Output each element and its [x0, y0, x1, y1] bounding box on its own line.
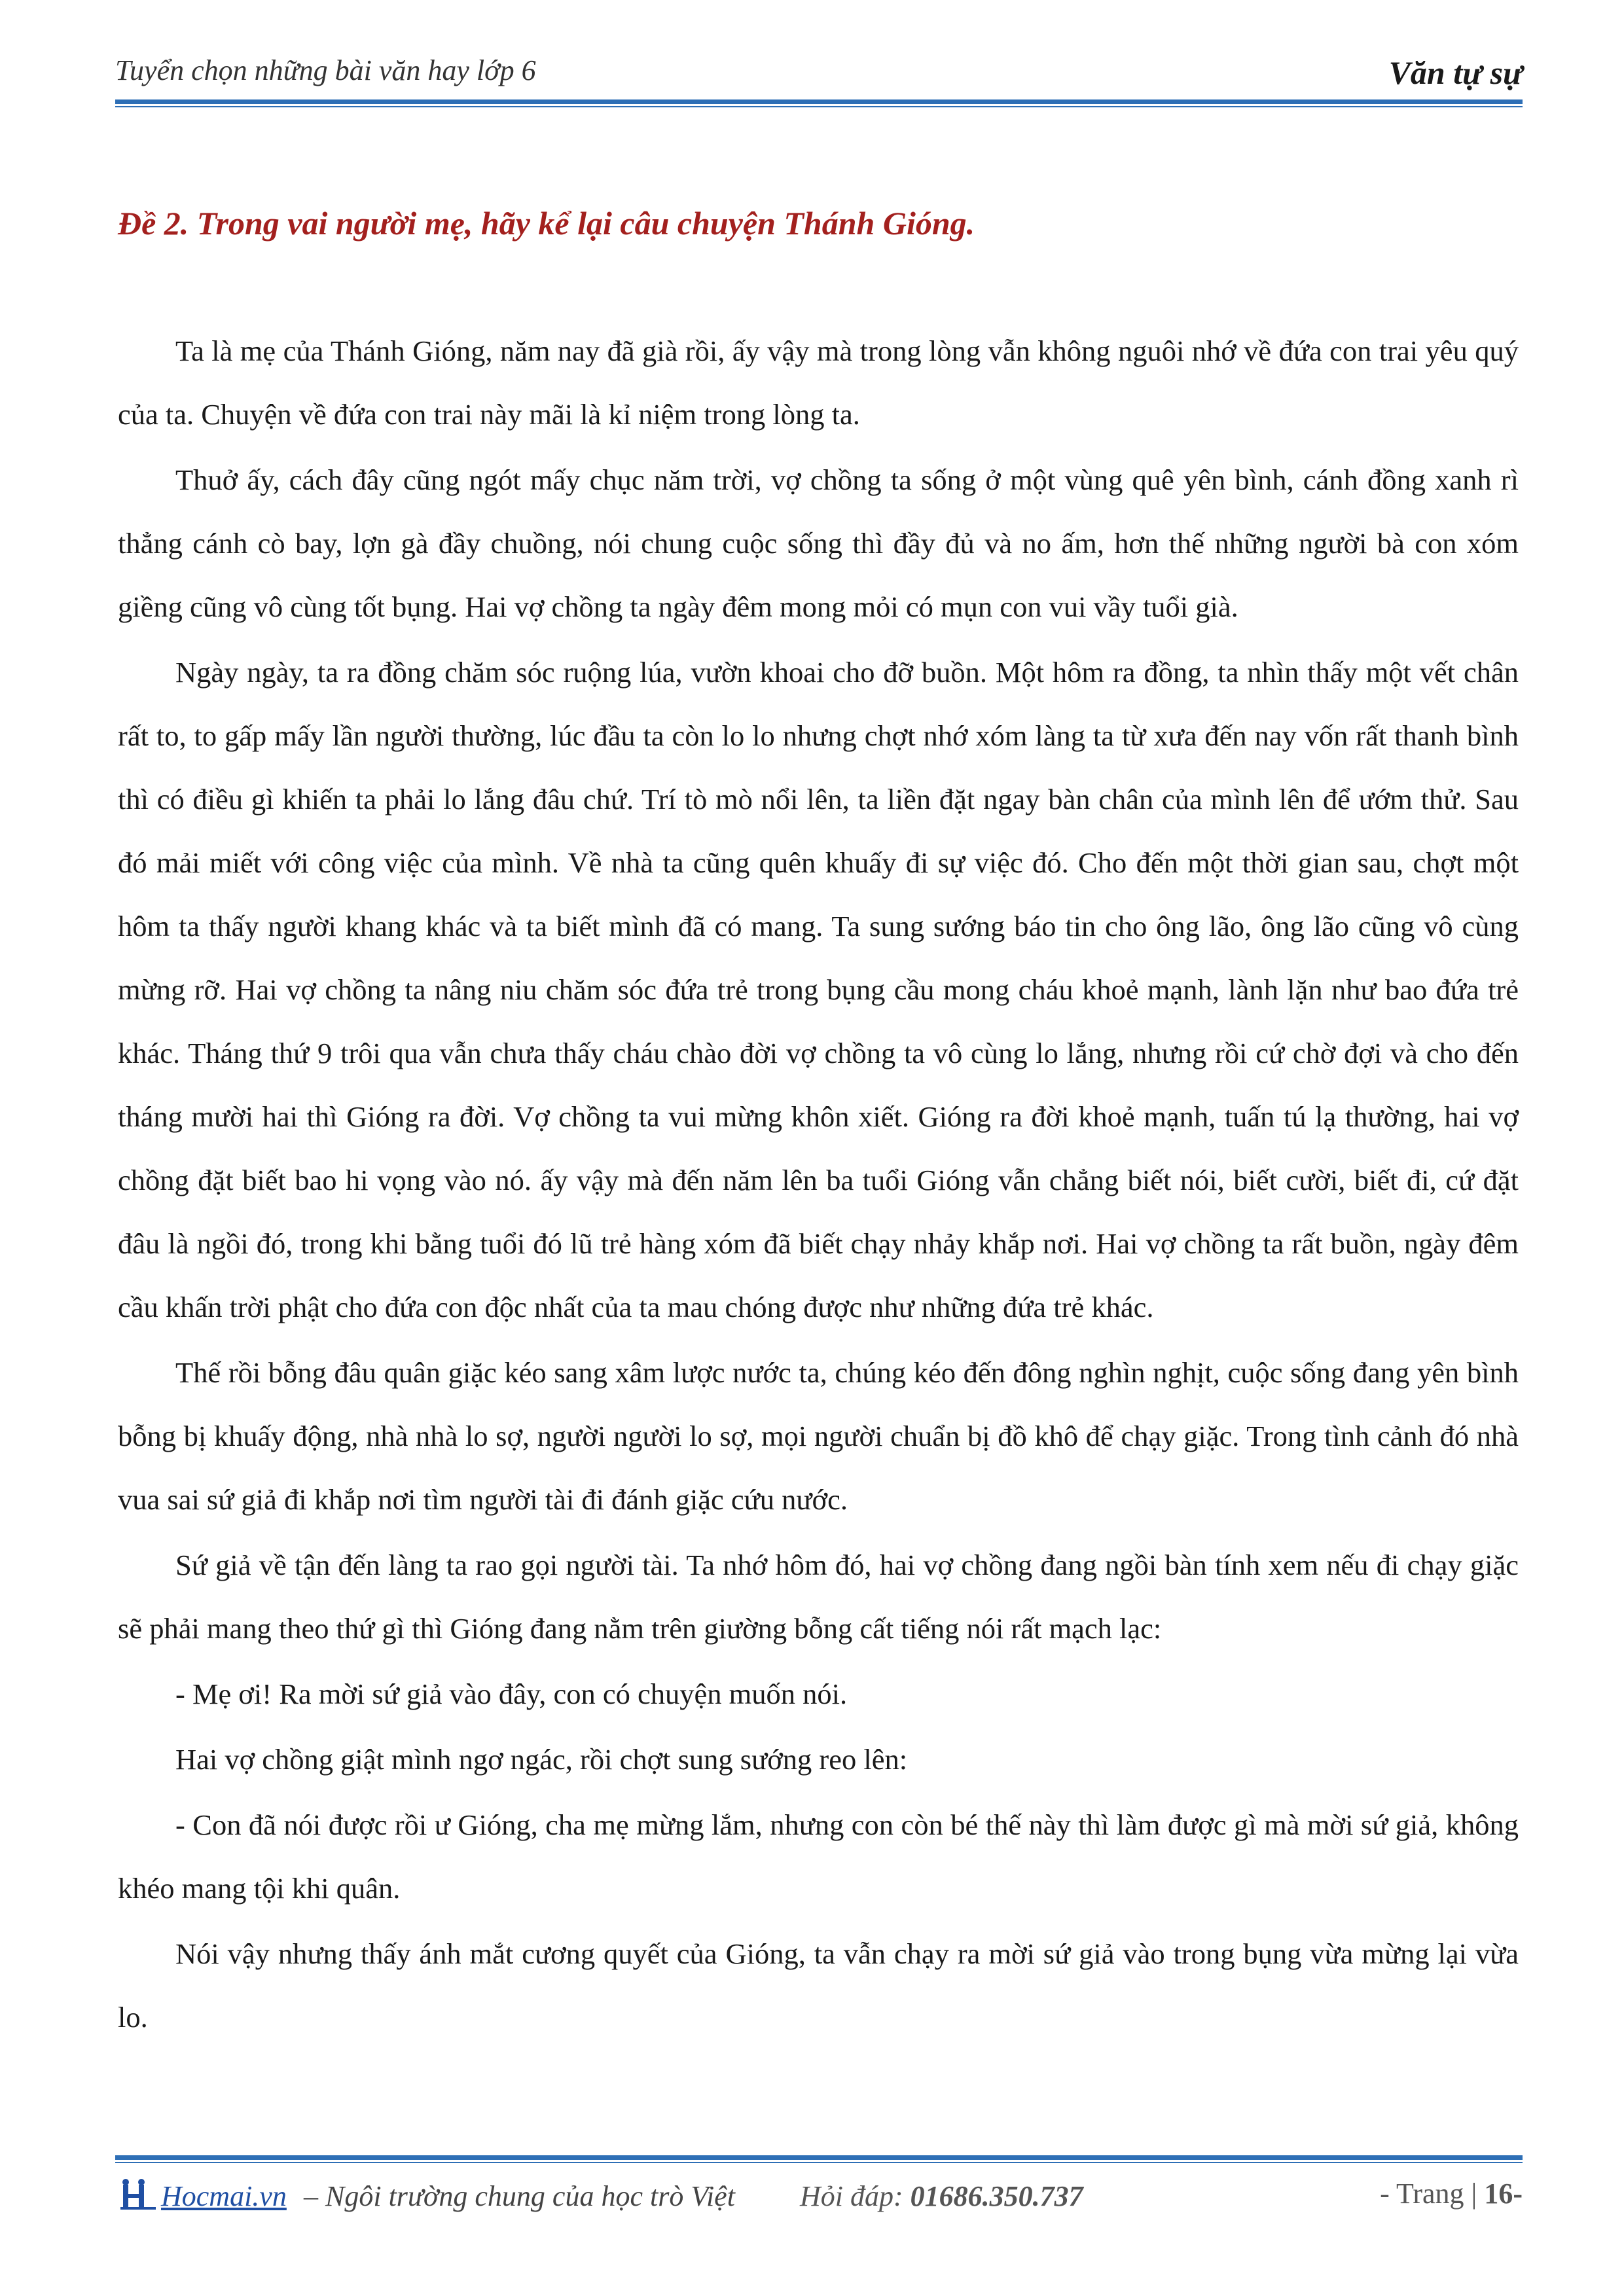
paragraph: Nói vậy nhưng thấy ánh mắt cương quyết của Gióng, ta vẫn chạy ra mời sứ giả vào trong bụng vừa mừng lại vừa lo.: [118, 1937, 1519, 2034]
footer-divider-thin: [115, 2162, 1523, 2163]
paragraph: Ta là mẹ của Thánh Gióng, năm nay đã già rồi, ấy vậy mà trong lòng vẫn không nguôi nhớ về đứa con trai yêu quý của ta. Chuyện về đứa con trai này mãi là kỉ niệm trong lòng ta.: [118, 334, 1519, 431]
site-link[interactable]: Hocmai.vn: [161, 2180, 287, 2212]
footer-divider: [115, 2155, 1523, 2160]
hocmai-logo-icon: [119, 2178, 157, 2211]
paragraph: Thế rồi bỗng đâu quân giặc kéo sang xâm lược nước ta, chúng kéo đến đông nghìn nghịt, cuộc sống đang yên bình bỗng bị khuấy động, nhà nhà lo sợ, người người lo sợ, mọi người chuẩn bị đồ khô để chạy giặc. Trong tình cảnh đó nhà vua sai sứ giả đi khắp nơi tìm người tài đi đánh giặc cứu nước.: [118, 1356, 1519, 1516]
page-number: 16-: [1484, 2178, 1523, 2210]
dialogue-line: - Mẹ ơi! Ra mời sứ giả vào đây, con có chuyện muốn nói.: [175, 1677, 848, 1710]
dialogue-line: - Con đã nói được rồi ư Gióng, cha mẹ mừng lắm, nhưng con còn bé thế này thì làm được gì mà mời sứ giả, không khéo mang tội khi quân.: [118, 1808, 1519, 1905]
hotline-number: 01686.350.737: [910, 2180, 1083, 2212]
footer-slogan: – Ngôi trường chung của học trò Việt: [304, 2180, 735, 2212]
header-section-title: Văn tự sự: [1388, 54, 1523, 91]
page-indicator: [1380, 2177, 1523, 2210]
footer-hotline: [800, 2179, 1083, 2213]
hotline-label: Hỏi đáp:: [800, 2180, 911, 2212]
header-book-title: Tuyển chọn những bài văn hay lớp 6: [115, 54, 536, 86]
header-divider-thin: [115, 106, 1523, 107]
paragraph: Sứ giả về tận đến làng ta rao gọi người tài. Ta nhớ hôm đó, hai vợ chồng đang ngồi bàn tính xem nếu đi chạy giặc sẽ phải mang theo thứ gì thì Gióng đang nằm trên giường bỗng cất tiếng nói rất mạch lạc:: [118, 1549, 1519, 1645]
header-divider: [115, 99, 1523, 104]
page-header: [115, 54, 1523, 102]
page-prefix: - Trang: [1380, 2178, 1471, 2210]
essay-body: [118, 319, 1519, 2051]
paragraph: Ngày ngày, ta ra đồng chăm sóc ruộng lúa, vườn khoai cho đỡ buồn. Một hôm ra đồng, ta nhìn thấy một vết chân rất to, to gấp mấy lần người thường, lúc đầu ta còn lo lo nhưng chợt nhớ xóm làng ta từ xưa đến nay vốn rất thanh bình thì có điều gì khiến ta phải lo lắng đâu chứ. Trí tò mò nổi lên, ta liền đặt ngay bàn chân của mình lên để ướm thử. Sau đó mải miết với công việc của mình. Về nhà ta cũng quên khuấy đi sự việc đó. Cho đến một thời gian sau, chợt một hôm ta thấy người khang khác và ta biết mình đã có mang. Ta sung sướng báo tin cho ông lão, ông lão cũng vô cùng mừng rỡ. Hai vợ chồng ta nâng niu chăm sóc đứa trẻ trong bụng cầu mong cháu khoẻ mạnh, lành lặn như bao đứa trẻ khác. Tháng thứ 9 trôi qua vẫn chưa thấy cháu chào đời vợ chồng ta vô cùng lo lắng, nhưng rồi cứ chờ đợi và cho đến tháng mười hai thì Gióng ra đời. Vợ chồng ta vui mừng khôn xiết. Gióng ra đời khoẻ mạnh, tuấn tú lạ thường, hai vợ chồng đặt biết bao hi vọng vào nó. ấy vậy mà đến năm lên ba tuổi Gióng vẫn chẳng biết nói, biết cười, biết đi, cứ đặt đâu là ngồi đó, trong khi bằng tuổi đó lũ trẻ hàng xóm đã biết chạy nhảy khắp nơi. Hai vợ chồng ta rất buồn, ngày đêm cầu khấn trời phật cho đứa con độc nhất của ta mau chóng được như những đứa trẻ khác.: [118, 656, 1519, 1323]
page-footer: [115, 2174, 1523, 2220]
page-separator: |: [1471, 2178, 1477, 2210]
paragraph: Hai vợ chồng giật mình ngơ ngác, rồi chợt sung sướng reo lên:: [175, 1743, 908, 1776]
essay-prompt-title: Đề 2. Trong vai người mẹ, hãy kể lại câu chuyện Thánh Gióng.: [118, 205, 975, 242]
paragraph: Thuở ấy, cách đây cũng ngót mấy chục năm trời, vợ chồng ta sống ở một vùng quê yên bình, cánh đồng xanh rì thẳng cánh cò bay, lợn gà đầy chuồng, nói chung cuộc sống thì đầy đủ và no ấm, hơn thế những người bà con xóm giềng cũng vô cùng tốt bụng. Hai vợ chồng ta ngày đêm mong mỏi có mụn con vui vầy tuổi già.: [118, 463, 1519, 623]
